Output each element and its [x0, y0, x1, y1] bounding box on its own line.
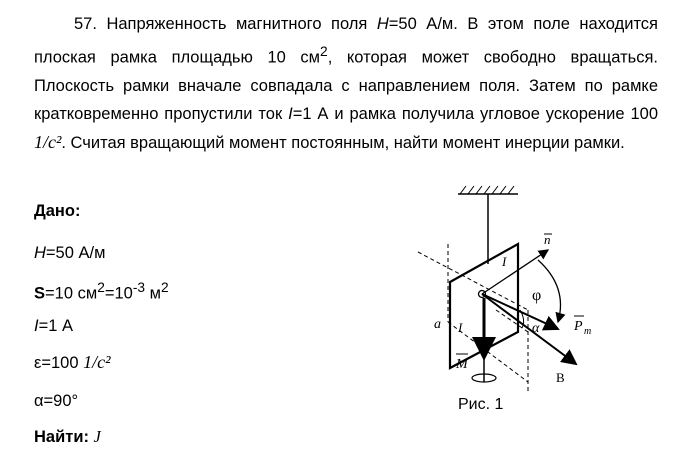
label-alpha: α [532, 321, 540, 336]
value-s: =10 см [45, 284, 98, 303]
problem-text: Напряженность магнитного поля [96, 15, 377, 33]
superscript: -3 [132, 280, 146, 295]
ceiling-hatch [460, 186, 514, 194]
phi-arc [538, 260, 561, 322]
given-eps [34, 352, 111, 373]
label-pm: P [574, 319, 583, 334]
value-s-si: =10 [104, 284, 133, 303]
value-eps: ε=100 [34, 354, 84, 372]
superscript: 2 [161, 280, 169, 295]
figure-caption: Рис. 1 [458, 396, 504, 413]
superscript: 2 [97, 280, 105, 295]
value-h: =50 А/м [45, 244, 106, 262]
find-label: Найти: [34, 428, 94, 446]
given-h [34, 244, 105, 263]
b-arrow [482, 294, 576, 364]
pm-arrow [482, 294, 558, 329]
symbol-i: I [288, 104, 293, 123]
symbol-s: S [34, 284, 46, 303]
given-i [34, 317, 73, 336]
value-alpha: α=90° [34, 392, 79, 410]
given-title-text: Дано: [34, 202, 81, 220]
frame-figure [408, 182, 608, 394]
problem-text: =50 А/м. В этом поле находится плоская рамка площадью 10 см [34, 15, 658, 67]
problem-text: =1 А и рамка получила угловое ускорение 100 [292, 104, 659, 123]
unit-angular-accel: 1/c² [83, 352, 111, 372]
problem-text: . Считая вращающий момент постоянным, найти момент инерции рамки. [61, 133, 625, 152]
label-n: n [544, 232, 551, 247]
problem-number: 57. [74, 15, 97, 33]
given-alpha [34, 392, 78, 411]
problem-text: , которая может свободно вращаться. Плоскость рамки вначале совпадала с направлением поля. Затем по рамке кратковременно пропустили ток [34, 48, 658, 123]
value-i: =1 А [38, 317, 73, 335]
given-title [34, 202, 80, 221]
symbol-h: H [376, 15, 389, 33]
symbol-i: I [34, 317, 39, 335]
label-i-bottom: I [458, 320, 463, 335]
superscript: 2 [320, 44, 328, 59]
label-pm-sub: m [584, 326, 592, 337]
symbol-h: H [34, 244, 46, 262]
symbol-j: J [93, 427, 101, 446]
problem-paragraph [34, 10, 658, 157]
label-phi: φ [532, 287, 542, 304]
problem-statement [34, 10, 658, 157]
label-b: B [556, 370, 565, 385]
unit-s: м [145, 284, 162, 303]
label-i-top: I [502, 254, 507, 269]
label-a: a [434, 317, 441, 332]
label-m: M [456, 357, 468, 372]
given-s [34, 280, 169, 304]
given-find [34, 427, 101, 447]
unit-angular-accel: 1/c² [34, 131, 62, 152]
